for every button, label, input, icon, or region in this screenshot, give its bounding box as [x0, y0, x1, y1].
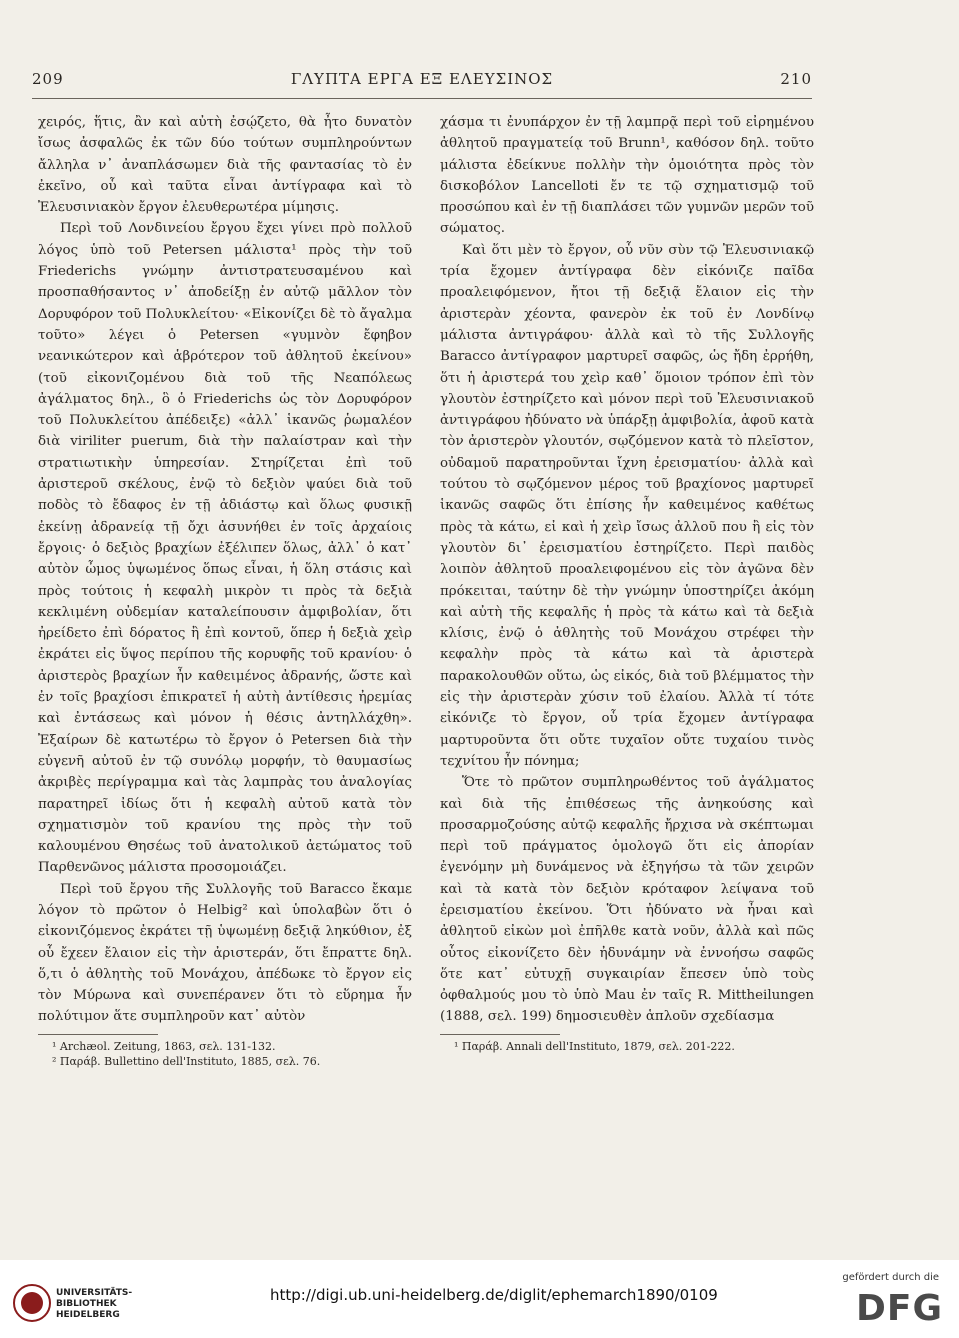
university-seal-icon	[12, 1283, 52, 1323]
permalink-link[interactable]: http://digi.ub.uni-heidelberg.de/diglit/ephemarch1890/0109	[270, 1286, 718, 1304]
library-name-line: UNIVERSITÄTS-	[56, 1288, 133, 1298]
paragraph: χάσμα τι ἐνυπάρχον ἐν τῇ λαμπρᾷ περὶ τοῦ εἰρημένου ἀθλητοῦ πραγματείᾳ τοῦ Brunn¹, καθόσον δηλ. τοῦτο μάλιστα ἐδείκνυε πολλὴν τὴν ὁμοιότητα πρὸς τὸν δισκοβόλον Lancelloti ἔν τε τῷ σχηματισμῷ τοῦ προσώπου καὶ ἐν τῇ διαπλάσει τῶν γυμνῶν μερῶν τοῦ σώματος.	[440, 115, 814, 237]
paragraph: Ὅτε τὸ πρῶτον συμπληρωθέντος τοῦ ἀγάλματος καὶ διὰ τῆς ἐπιθέσεως τῆς ἀνηκούσης καὶ προσαρμοζούσης αὐτῷ κεφαλῆς ἤρχισα νὰ σκέπτωμαι περὶ τοῦ πράγματος ὁμολογῶ ὅτι εἰς ἀπορίαν ἐγενόμην μὴ δυνάμενος νὰ ἐξηγήσω τὰ τῶν χειρῶν καὶ τὰ κατὰ τὸν δεξιὸν κρόταφον λείψανα τοῦ ἐρεισματίου ἐκείνου. Ὅτι ἠδύνατο νὰ ἦναι καὶ ἀθλητοῦ εἰκὼν μοὶ ἐπῆλθε κατὰ νοῦν, ἀλλὰ καὶ πῶς οὗτος εἰκονίζετο δὲν ἠδυνάμην νὰ ἐννοήσω σαφῶς ὅτε κατ᾿ εὐτυχῇ συγκαιρίαν ἔπεσεν ὑπὸ τοὺς ὀφθαλμούς μου τὸ ὑπὸ Mau ἐν ταῖς R. Mittheilungen (1888, σελ. 199) δημοσιευθὲν ἁπλοῦν σχεδίασμα	[440, 775, 814, 1025]
footnote-rule	[38, 1034, 158, 1035]
page-number-left: 209	[32, 70, 64, 88]
library-name-line: BIBLIOTHEK	[56, 1299, 117, 1309]
paragraph: Καὶ ὅτι μὲν τὸ ἔργον, οὗ νῦν σὺν τῷ Ἐλευσινιακῷ τρία ἔχομεν ἀντίγραφα δὲν εἰκόνιζε παῖδα προαλειφόμενον, ἤτοι τῇ δεξιᾷ ἔλαιον εἰς τὴν ἀριστερὰν χέοντα, φανερὸν ἐκ τοῦ ἐν Λονδίνῳ μάλιστα ἀντιγράφου· ἀλλὰ καὶ τὸ τῆς Συλλογῆς Baracco ἀντίγραφον μαρτυρεῖ σαφῶς, ὡς ἤδη ἐρρήθη, ὅτι ἡ ἀριστερά του χεὶρ καθ᾿ ὅμοιον τρόπον ἐπὶ τὸν γλουτὸν ἐστηρίζετο καὶ μόνον περὶ τοῦ Ἐλευσινιακοῦ ἀντιγράφου ἠδύνατο νὰ ὑπάρξῃ ἀμφιβολία, ἀφοῦ κατὰ τὸν ἀριστερὸν γλουτόν, σῳζόμενον κατὰ τὸ πλεῖστον, οὐδαμοῦ παρατηροῦνται ἴχνη ἐρεισματίου· ἀλλὰ καὶ τούτου τὸ σῳζόμενον μέρος τοῦ βραχίονος μαρτυρεῖ ἱκανῶς σαφῶς ὅτι ἐπίσης ἦν καθειμένος καθέτως πρὸς τὰ κάτω, εἰ καὶ ἡ χεὶρ ἴσως ἀλλοῦ που ἢ εἰς τὸν γλουτὸν δι᾿ ἐρεισματίου ἐστηρίζετο. Περὶ παιδὸς λοιπὸν ἀθλητοῦ προαλειφομένου εἰς τὸν ἀγῶνα δὲν πρόκειται, ταύτην δὲ τὴν γνώμην ὑποστηρίζει ἀκόμη καὶ αὐτὴ τῆς κεφαλῆς ἡ πρὸς τὰ κάτω καὶ τὰ δεξιὰ κλίσις, ἐνῷ ὁ ἀθλητὴς τοῦ Μονάχου στρέφει τὴν κεφαλὴν πρὸς τὰ κάτω καὶ τὰ ἀριστερὰ παρακολουθῶν οὕτω, ὡς εἰκός, διὰ τοῦ βλέμματος τὴν εἰς τὴν ἀριστερὰν χύσιν τοῦ ἐλαίου. Ἀλλὰ τί τότε εἰκόνιζε τὸ ἔργον, οὗ τρία ἔχομεν ἀντίγραφα μαρτυροῦντα ὅτι οὔτε τυχαῖον οὔτε τυχαίου τινὸς τεχνίτου ἦν πόνημα;	[440, 242, 814, 769]
library-name-line: HEIDELBERG	[56, 1310, 120, 1320]
paragraph: Περὶ τοῦ Λονδινείου ἔργου ἔχει γίνει πρὸ πολλοῦ λόγος ὑπὸ τοῦ Petersen μάλιστα¹ πρὸς τὴν τοῦ Friederichs γνώμην ἀντιστρατευσαμένου καὶ προσπαθήσαντος ν᾿ ἀποδείξῃ ἐν αὐτῷ μᾶλλον τὸν Δορυφόρον τοῦ Πολυκλείτου· «Εἰκονίζει δὲ τὸ ἄγαλμα τοῦτο» λέγει ὁ Petersen «γυμνὸν ἔφηβον νεανικώτερον καὶ ἁβρότερον τοῦ ἀθλητοῦ ἐκείνου» (τοῦ εἰκονιζομένου διὰ τοῦ τῆς Νεαπόλεως ἀγάλματος δηλ., ὃ ὁ Friederichs ὡς τὸν Δορυφόρον τοῦ Πολυκλείτου ἀπέδειξε) «ἀλλ᾿ ἱκανῶς ῥωμαλέον διὰ viriliter puerum, διὰ τὴν παλαίστραν καὶ τὴν στρατιωτικὴν ὑπηρεσίαν. Στηρίζεται ἐπὶ τοῦ ἀριστεροῦ σκέλους, ἐνῷ τὸ δεξιὸν ψαύει διὰ τοῦ ποδὸς τὸ ἔδαφος ἐν τῇ ἀδιάστῳ καὶ ὅλως φυσικῇ ἐκείνῃ ἀδρανείᾳ τῇ ὄχι ἀσυνήθει ἐν τοῖς ἀρχαίοις ἔργοις· ὁ δεξιὸς βραχίων ἐξέλιπεν ὅλως, ἀλλ᾿ ὁ κατ᾿ αὐτὸν ὦμος ὑψωμένος ὅπως εἶναι, ἡ ὅλη στάσις καὶ πρὸς τούτοις ἡ κεφαλὴ μικρὸν τι πρὸς τὰ δεξιὰ κεκλιμένη οὐδεμίαν καταλείπουσιν ἀμφιβολίαν, ὅτι ἠρείδετο ἐπὶ δόρατος ἢ ἐπὶ κοντοῦ, ὅπερ ἡ δεξιὰ χεὶρ ἐκράτει εἰς ὕψος περίπου τῆς κορυφῆς τοῦ κρανίου· ὁ ἀριστερὸς βραχίων ἦν καθειμένος ἀδρανής, ὥστε καὶ ἐν τοῖς βραχίοσι ἐπικρατεῖ ἡ αὐτὴ ἀντίθεσις ἠρεμίας καὶ ἐντάσεως καὶ μόνον ἡ θέσις ἀντηλλάχθη». Ἐξαίρων δὲ κατωτέρω τὸ ἔργον ὁ Petersen διὰ τὴν εὐγενῆ αὐτοῦ ἐν τῷ συνόλῳ μορφήν, τὸ θαυμασίως ἀκριβὲς περίγραμμα καὶ τὰς λαμπρὰς του ἀναλογίας παρατηρεῖ ἰδίως ὅτι ἡ κεφαλὴ αὐτοῦ κατὰ τὸν σχηματισμὸν τοῦ κρανίου της πρὸς τὴν τοῦ καλουμένου Θησέως τοῦ ἀνατολικοῦ ἀετώματος τοῦ Παρθενῶνος μάλιστα προσομοιάζει.	[38, 221, 412, 876]
running-header	[32, 70, 812, 98]
page-number-right: 210	[780, 70, 812, 88]
right-column	[440, 112, 814, 1054]
footnote: ² Παράβ. Bullettino dell'Instituto, 1885, σελ. 76.	[52, 1054, 321, 1068]
dfg-logo: DFG	[855, 1288, 943, 1329]
header-rule	[32, 98, 812, 99]
footer-bar	[0, 1260, 959, 1338]
paragraph: χειρός, ἥτις, ἂν καὶ αὐτὴ ἐσῴζετο, θὰ ἦτο δυνατὸν ἴσως ἀσφαλῶς ἐκ τῶν δύο τούτων συμπληρούντων ἄλληλα ν᾿ ἀναπλάσωμεν διὰ τῆς φαντασίας τὸ ἐν ἐκεῖνο, οὗ καὶ ταῦτα εἶναι ἀντίγραφα καὶ τὸ Ἐλευσινιακὸν ἔργον ἐλευθερωτέρα μίμησις.	[38, 115, 412, 216]
footnote: ¹ Archæol. Zeitung, 1863, σελ. 131-132.	[52, 1039, 276, 1053]
paragraph: Περὶ τοῦ ἔργου τῆς Συλλογῆς τοῦ Baracco ἔκαμε λόγον τὸ πρῶτον ὁ Helbig² καὶ ὑπολαβὼν ὅτι ὁ εἰκονιζόμενος ἐκράτει τῇ ὑψωμένῃ δεξιᾷ ληκύθιον, ἐξ οὗ ἔχεεν ἔλαιον εἰς τὴν ἀριστεράν, ὅτι ἔπραττε δηλ. ὅ,τι ὁ ἀθλητὴς τοῦ Μονάχου, ἀπέδωκε τὸ ἔργον εἰς τὸν Μύρωνα καὶ συνεπέρανεν ὅτι τὸ εὕρημα ἦν πολύτιμον ἅτε συμπληροῦν κατ᾿ αὐτὸν	[38, 881, 412, 1025]
footnote: ¹ Παράβ. Annali dell'Instituto, 1879, σελ. 201-222.	[454, 1039, 735, 1053]
funding-caption: gefördert durch die	[842, 1272, 939, 1283]
running-title: ΓΛΥΠΤΑ ΕΡΓΑ ΕΞ ΕΛΕΥΣΙΝΟΣ	[290, 70, 554, 88]
library-name	[56, 1288, 132, 1321]
footnote-rule	[440, 1034, 560, 1035]
left-column	[38, 112, 412, 1069]
